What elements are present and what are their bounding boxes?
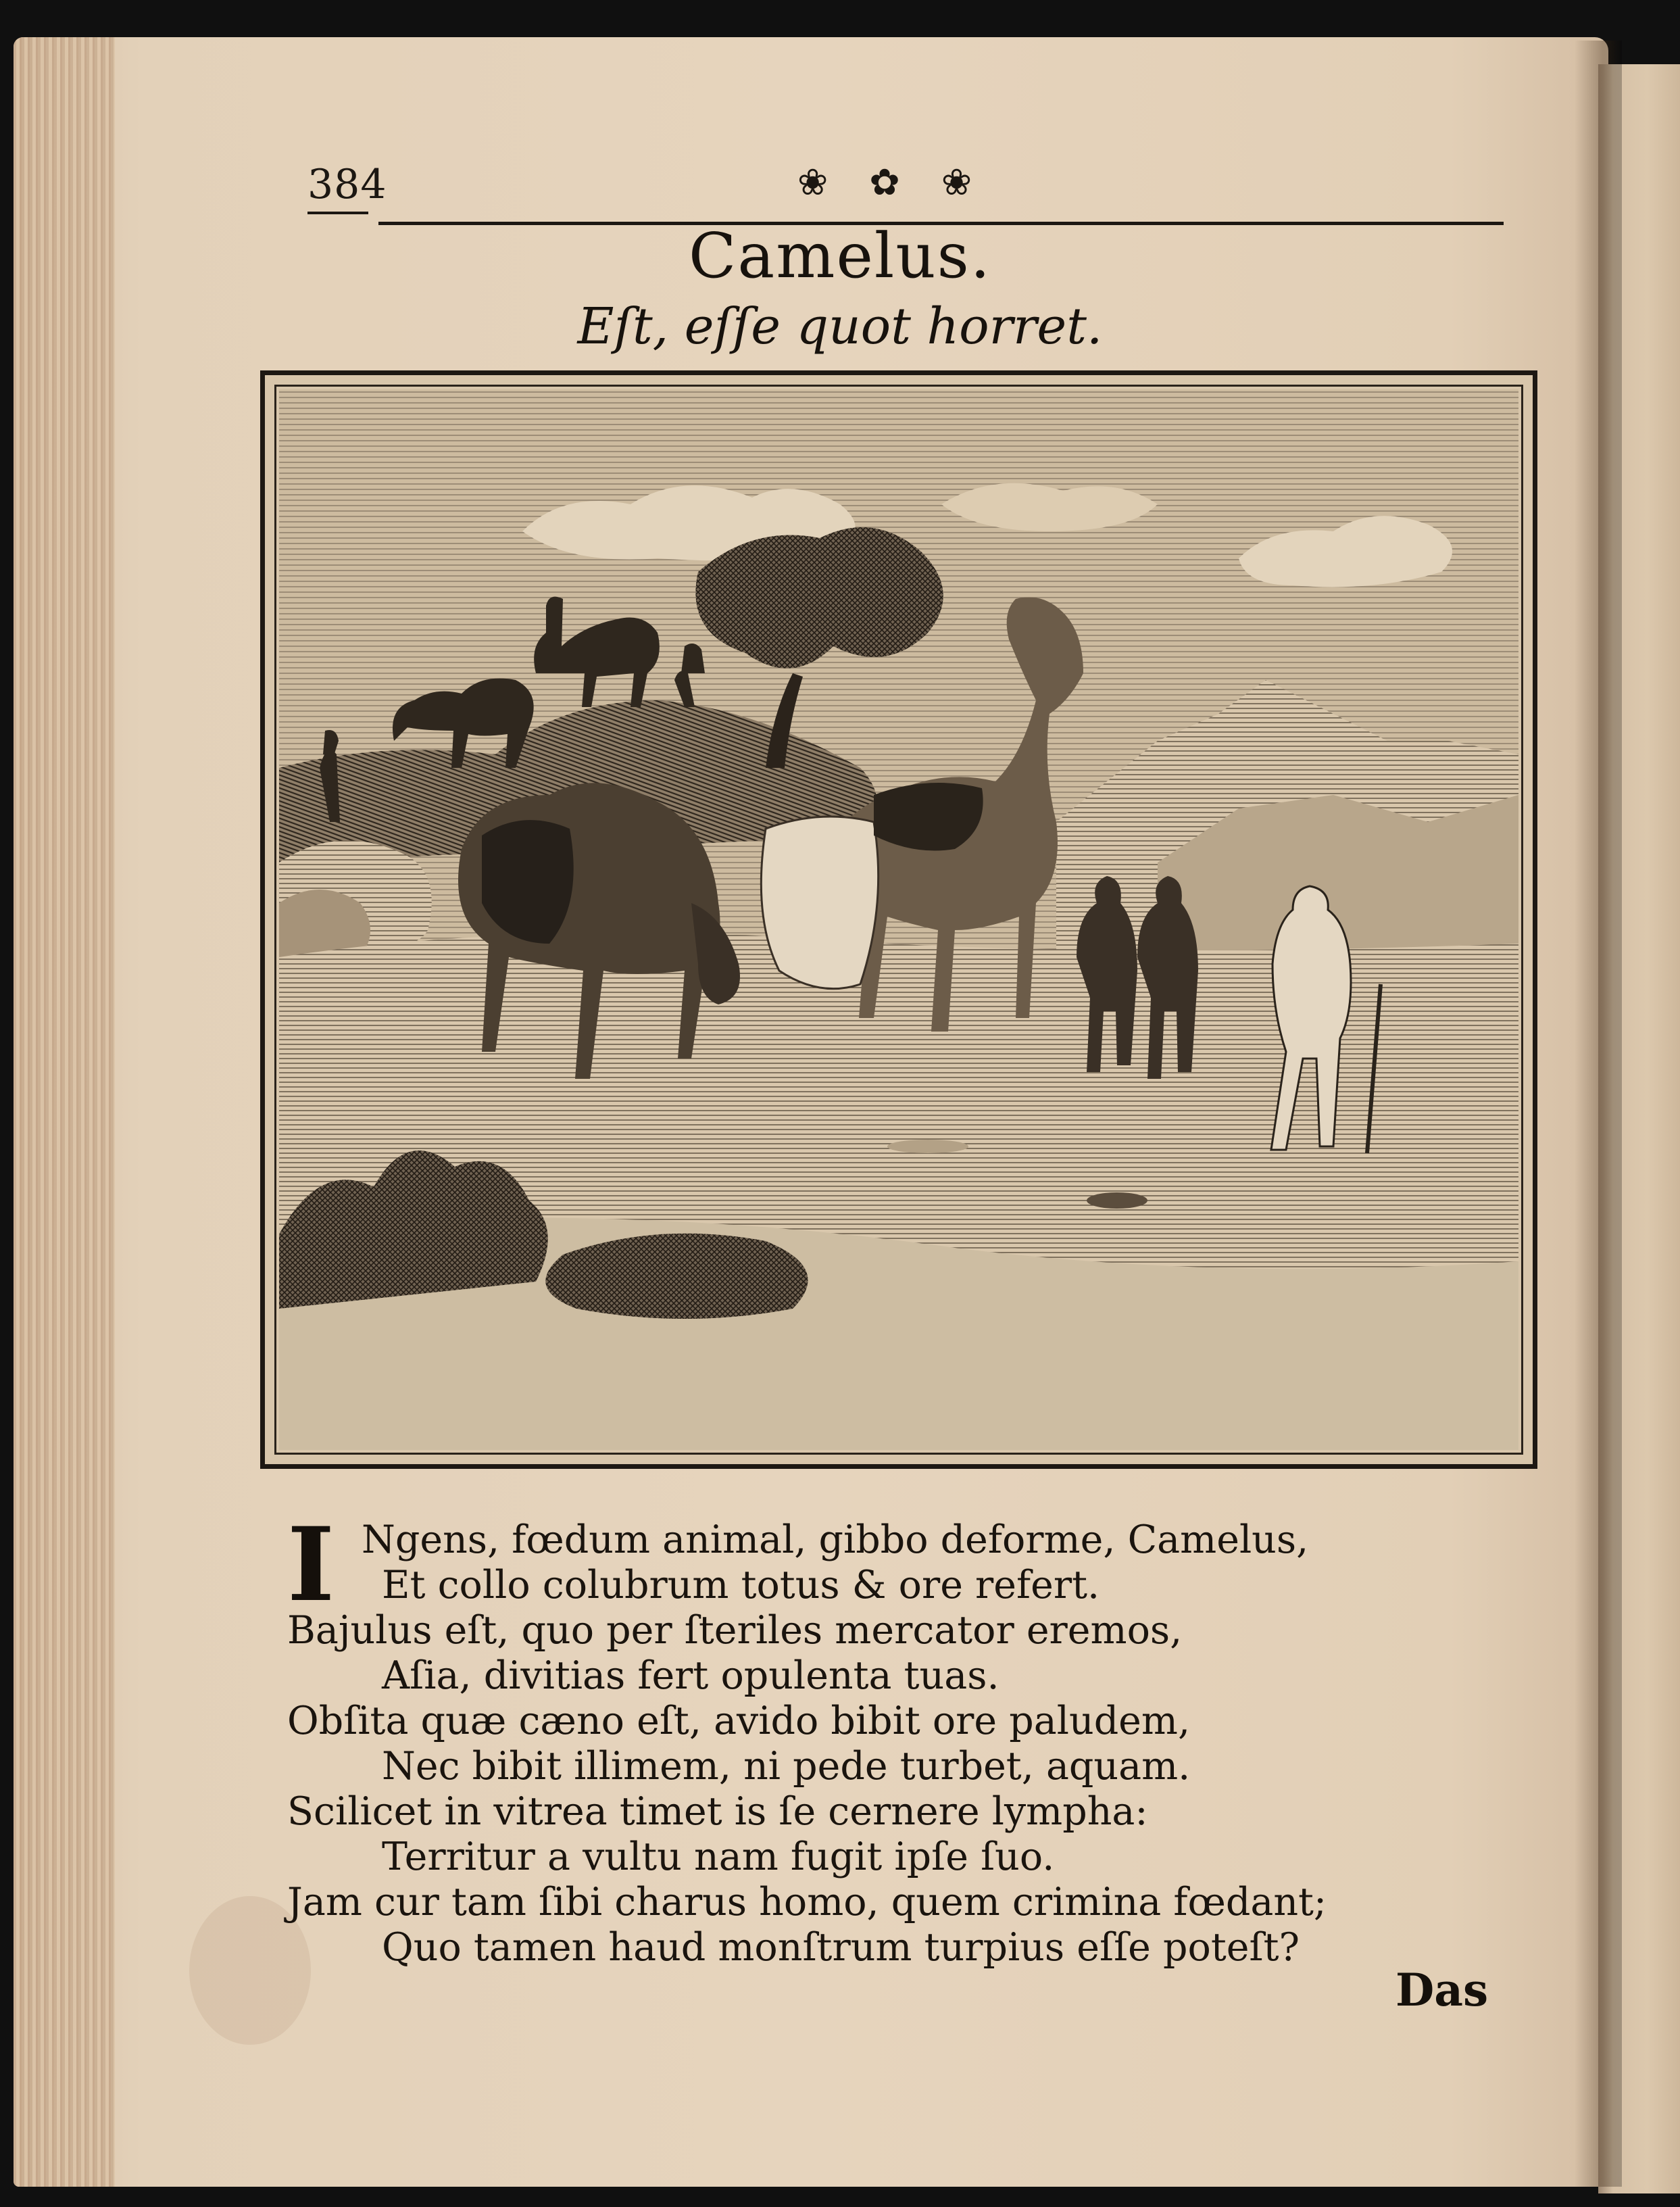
drop-cap: I bbox=[287, 1505, 335, 1624]
header-rule-short bbox=[307, 212, 368, 214]
page-edges bbox=[14, 37, 115, 2187]
poem-line: Obſita quæ cæno eſt, avido bibit ore paludem, bbox=[287, 1699, 1191, 1743]
book-gutter bbox=[1575, 41, 1622, 2187]
poem-line: Et collo colubrum totus & ore refert. bbox=[382, 1563, 1100, 1607]
camel-caravan-engraving bbox=[279, 389, 1518, 1450]
poem-line: Bajulus eſt, quo per ſteriles mercator eremos, bbox=[287, 1608, 1183, 1653]
engraving-illustration bbox=[260, 370, 1537, 1469]
poem-line: Ngens, fœdum animal, gibbo deforme, Camelus, bbox=[362, 1518, 1309, 1562]
poem-line: Nec bibit illimem, ni pede turbet, aquam. bbox=[382, 1744, 1191, 1789]
poem-line: Scilicet in vitrea timet is ſe cernere lympha: bbox=[287, 1789, 1148, 1834]
poem-line: Jam cur tam ſibi charus homo, quem crimina fœdant; bbox=[287, 1880, 1327, 1924]
emblem-motto: Eſt, eſſe quot horret. bbox=[577, 297, 1103, 356]
poem-line: Quo tamen haud monſtrum turpius eſſe poteſt? bbox=[382, 1925, 1300, 1970]
poem-line: Territur a vultu nam fugit ipſe ſuo. bbox=[382, 1835, 1055, 1879]
running-header bbox=[307, 161, 1504, 222]
header-ornament: ❀ ✿ ❀ bbox=[797, 161, 987, 203]
emblem-title: Camelus. bbox=[688, 220, 992, 292]
catchword: Das bbox=[1395, 1964, 1489, 2016]
page-number: 384 bbox=[307, 161, 387, 208]
poem-line: Aſia, divitias fert opulenta tuas. bbox=[382, 1653, 999, 1698]
poem bbox=[287, 1505, 1504, 1970]
